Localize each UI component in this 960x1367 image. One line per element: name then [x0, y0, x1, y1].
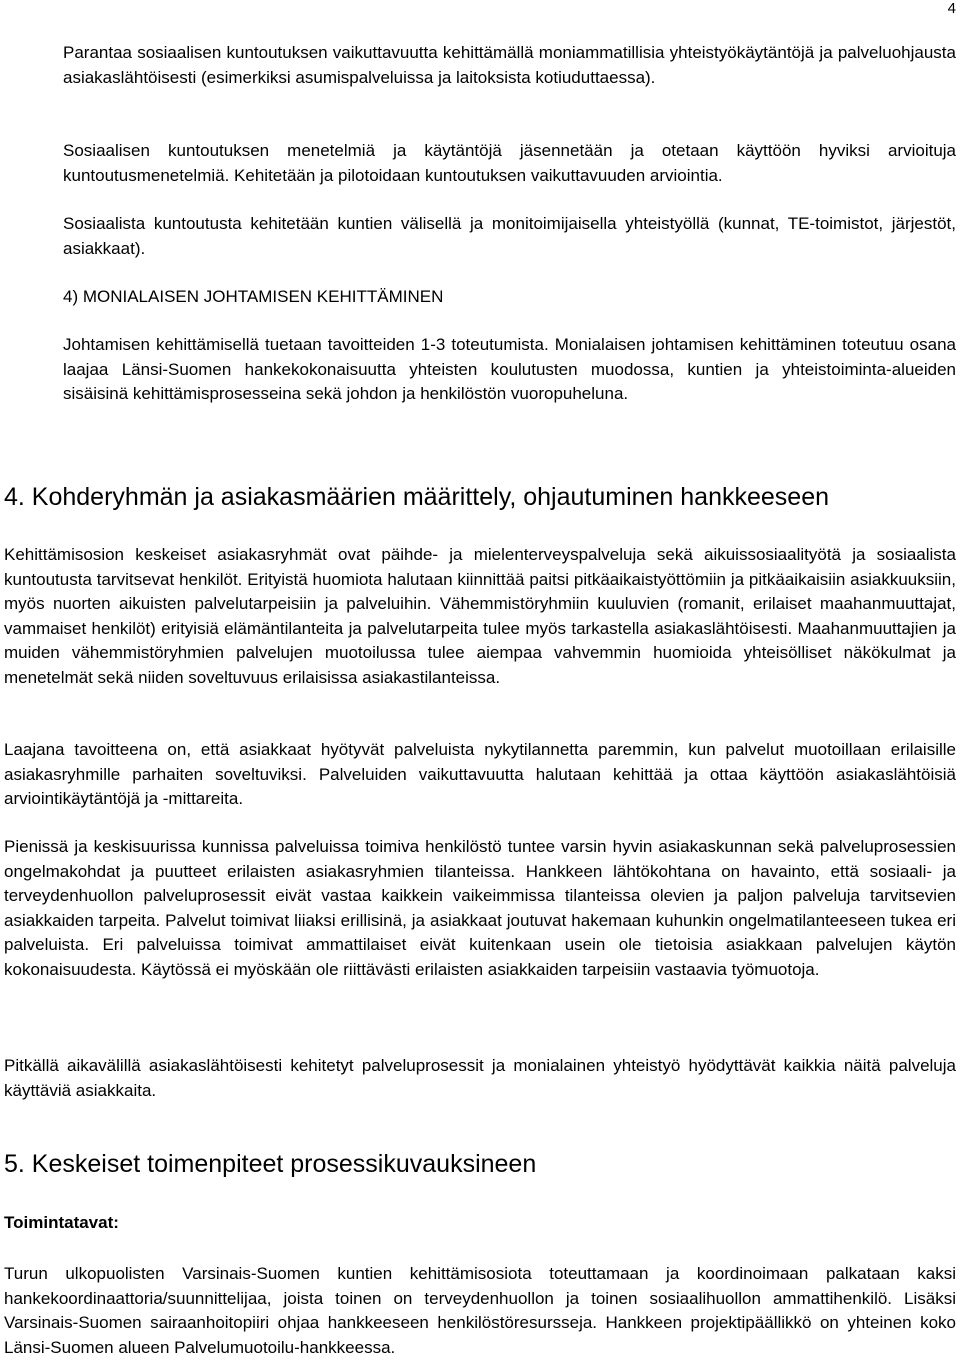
intro-paragraph-3: Sosiaalista kuntoutusta kehitetään kuntien välisellä ja monitoimijaisella yhteistyöllä (kunnat, TE-toimistot, järjestöt, asiakkaat).	[63, 214, 956, 258]
section-4-paragraph-4: Pitkällä aikavälillä asiakaslähtöisesti kehitetyt palveluprosessit ja monialainen yhteistyö hyödyttävät kaikkia näitä palveluja käyttäviä asiakkaita.	[4, 1056, 956, 1100]
section-4-paragraph-2: Laajana tavoitteena on, että asiakkaat hyötyvät palveluista nykytilannetta paremmin, kun palvelut muotoillaan erilaisille asiakasryhmille parhaiten soveltuviksi. Palveluiden vaikuttavuutta halutaan kehittää ja ottaa käyttöön asiakaslähtöisiä arviointikäytäntöjä ja -mittareita.	[4, 740, 956, 809]
section-4-heading: 4. Kohderyhmän ja asiakasmäärien määrittely, ohjautuminen hankkeeseen	[4, 483, 830, 511]
section-5-heading: 5. Keskeiset toimenpiteet prosessikuvauksineen	[4, 1150, 537, 1178]
intro-paragraph-1: Parantaa sosiaalisen kuntoutuksen vaikuttavuutta kehittämällä moniammatillisia yhteistyökäytäntöjä ja palveluohjausta asiakaslähtöisesti (esimerkiksi asumispalveluissa ja laitoksista kotiuduttaessa).	[63, 43, 956, 87]
section-4-paragraph-1: Kehittämisosion keskeiset asiakasryhmät ovat päihde- ja mielenterveyspalveluja sekä aikuissosiaalityötä ja sosiaalista kuntoutusta tarvitsevat henkilöt. Erityistä huomiota halutaan kiinnittää paitsi pitkäaikaistyöttömiin ja pitkäaikaisiin asiakkuuksiin, myös nuorten aikuisten palvelutarpeisiin ja palveluihin. Vähemmistöryhmiin kuuluvien (romanit, erilaiset maahanmuuttajat, vammaiset henkilöt) erityisiä elämäntilanteita ja palvelutarpeita tulee myös tarkastella asiakaslähtöisesti. Maahanmuuttajien ja muiden vähemmistöryhmien palvelujen muotoilussa tulee aiempaa vahvemmin huomioida yhteisölliset näkökulmat ja menetelmät sekä niiden soveltuvuus erilaisissa asiakastilanteissa.	[4, 545, 956, 687]
intro-paragraph-2: Sosiaalisen kuntoutuksen menetelmiä ja käytäntöjä jäsennetään ja otetaan käyttöön hyviksi arvioituja kuntoutusmenetelmiä. Kehitetään ja pilotoidaan kuntoutuksen vaikuttavuuden arviointia.	[63, 141, 956, 185]
section-5-subheading: Toimintatavat:	[4, 1213, 119, 1232]
goal-4-heading: 4) MONIALAISEN JOHTAMISEN KEHITTÄMINEN	[63, 287, 444, 306]
section-5-paragraph: Turun ulkopuolisten Varsinais-Suomen kuntien kehittämisosiota toteuttamaan ja koordinoimaan palkataan kaksi hankekoordinaattoria/suunnittelijaa, joista toinen on terveydenhuollon ja toinen sosiaalihuollon ammattihenkilö. Lisäksi Varsinais-Suomen sairaanhoitopiiri ohjaa hankkeeseen henkilöstöresursseja. Hankkeen projektipäällikkö on yhteinen koko Länsi-Suomen alueen Palvelumuotoilu-hankkeessa.	[4, 1264, 956, 1357]
goal-4-paragraph: Johtamisen kehittämisellä tuetaan tavoitteiden 1-3 toteutumista. Monialaisen johtamisen kehittäminen toteutuu osana laajaa Länsi-Suomen hankekokonaisuutta yhteisten koulutusten muodossa, kuntien ja yhteistoiminta-alueiden sisäisinä kehittämisprosesseina sekä johdon ja henkilöstön vuoropuheluna.	[63, 335, 956, 404]
page-number: 4	[947, 0, 956, 17]
section-4-paragraph-3: Pienissä ja keskisuurissa kunnissa palveluissa toimiva henkilöstö tuntee varsin hyvin asiakaskunnan sekä palveluprosessien ongelmakohdat ja puutteet erilaisten asiakasryhmien tilanteissa. Hankkeen lähtökohtana on havainto, että sosiaali- ja terveydenhuollon palveluprosessit eivät vastaa kaikkein vaikeimmissa tilanteissa olevien ja paljon palveluja tarvitsevien asiakkaiden tarpeita. Palvelut toimivat liiaksi erillisinä, ja asiakkaat joutuvat hakemaan kuhunkin ongelmatilanteeseen tukea eri palveluista. Eri palveluissa toimivat ammattilaiset eivät kuitenkaan usein ole tietoisia asiakkaan palvelujen käytön kokonaisuudesta. Käytössä ei myöskään ole riittävästi erilaisten asiakkaiden tarpeisiin vastaavia työmuotoja.	[4, 837, 956, 979]
